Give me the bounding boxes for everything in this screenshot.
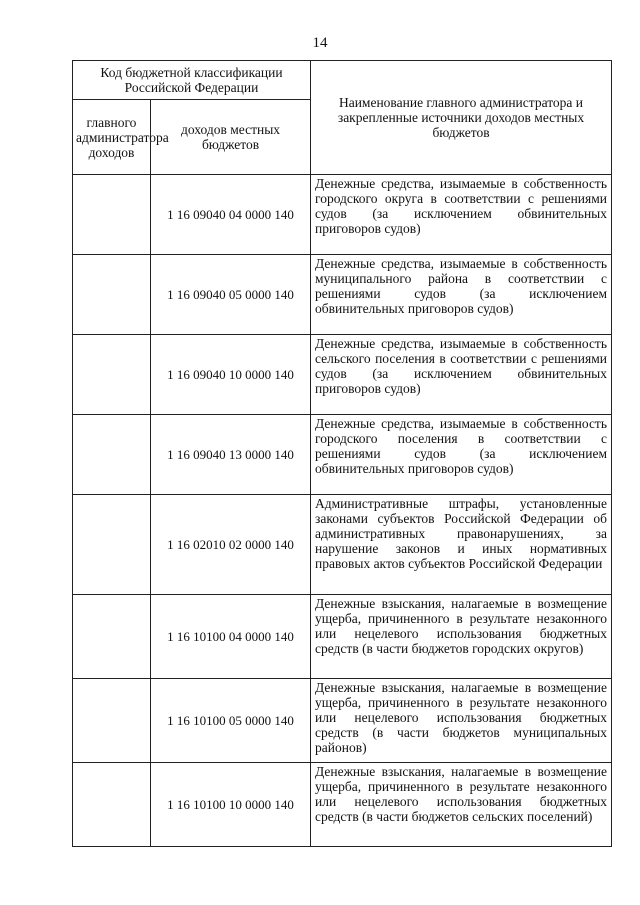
admin-code-cell — [73, 255, 151, 335]
revenue-code-cell: 1 16 09040 04 0000 140 — [151, 175, 311, 255]
revenue-code-cell: 1 16 09040 10 0000 140 — [151, 335, 311, 415]
revenue-code-cell: 1 16 10100 10 0000 140 — [151, 763, 311, 847]
revenue-name-cell: Денежные взыскания, налагаемые в возмещение ущерба, причиненного в результате незаконного или нецелевого использования бюджетных средств (в части бюджетов муниципальных районов) — [311, 679, 612, 763]
header-local-budget-revenue: доходов местных бюджетов — [151, 100, 311, 175]
revenue-name-cell: Административные штрафы, установленные законами субъектов Российской Федерации об административных правонарушениях, за нарушение законов и иных нормативных правовых актов субъектов Российской Федерации — [311, 495, 612, 595]
header-budget-classification-code: Код бюджетной классификации Российской Федерации — [73, 61, 311, 100]
table-row — [73, 415, 612, 495]
revenue-code-cell: 1 16 10100 04 0000 140 — [151, 595, 311, 679]
admin-code-cell — [73, 415, 151, 495]
admin-code-cell — [73, 679, 151, 763]
table-row — [73, 255, 612, 335]
revenue-code-cell: 1 16 02010 02 0000 140 — [151, 495, 311, 595]
header-main-administrator: главного администратора доходов — [73, 100, 151, 175]
revenue-name-cell: Денежные взыскания, налагаемые в возмещение ущерба, причиненного в результате незаконного или нецелевого использования бюджетных средств (в части бюджетов городских округов) — [311, 595, 612, 679]
revenue-name-cell: Денежные средства, изымаемые в собственность муниципального района в соответствии с решениями судов (за исключением обвинительных приговоров судов) — [311, 255, 612, 335]
table-row — [73, 495, 612, 595]
table-row — [73, 335, 612, 415]
revenue-name-cell: Денежные средства, изымаемые в собственность городского поселения в соответствии с решениями судов (за исключением обвинительных приговоров судов) — [311, 415, 612, 495]
header-administrator-name: Наименование главного администратора и закрепленные источники доходов местных бюджетов — [311, 61, 612, 175]
admin-code-cell — [73, 175, 151, 255]
revenue-name-cell: Денежные взыскания, налагаемые в возмещение ущерба, причиненного в результате незаконного или нецелевого использования бюджетных средств (в части бюджетов сельских поселений) — [311, 763, 612, 847]
admin-code-cell — [73, 763, 151, 847]
admin-code-cell — [73, 595, 151, 679]
page-number: 14 — [312, 35, 328, 51]
revenue-code-cell: 1 16 10100 05 0000 140 — [151, 679, 311, 763]
revenue-code-cell: 1 16 09040 05 0000 140 — [151, 255, 311, 335]
table-row — [73, 679, 612, 763]
admin-code-cell — [73, 495, 151, 595]
table-row — [73, 175, 612, 255]
revenue-name-cell: Денежные средства, изымаемые в собственность городского округа в соответствии с решениями судов (за исключением обвинительных приговоров судов) — [311, 175, 612, 255]
revenue-name-cell: Денежные средства, изымаемые в собственность сельского поселения в соответствии с решениями судов (за исключением обвинительных приговоров судов) — [311, 335, 612, 415]
admin-code-cell — [73, 335, 151, 415]
table-row — [73, 763, 612, 847]
budget-classification-table — [72, 60, 612, 847]
revenue-code-cell: 1 16 09040 13 0000 140 — [151, 415, 311, 495]
table-row — [73, 595, 612, 679]
